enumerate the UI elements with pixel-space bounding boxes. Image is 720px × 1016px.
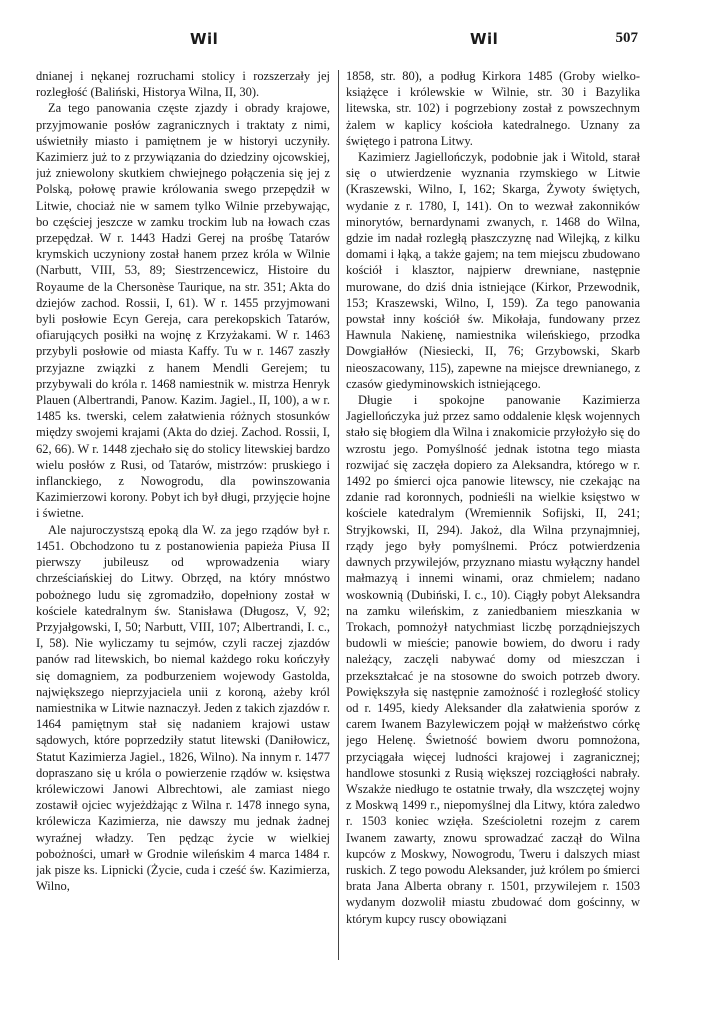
left-paragraph: Za tego panowania częste zjazdy i obrady krajowe, przyjmowanie posłów zagranicznych i traktaty z nimi, uświetniły miasto i pamiętnem je w historyi uczyniły. Kazimierz już to z przywiązania do dziedziny ojcowskiej, już zniewolony skutkiem chwiejnego połączenia się jej z Polską, połowę prawie królowania swego przepędził w Litwie, chociaż nie w samem tylko Wilnie przebywając, bo częściej jeszcze w zamku trockim lub na łowach czas przepędzał. W r. 1443 Hadzi Gerej na prośbę Tatarów krymskich uczyniony został hanem przez króla w Wilnie (Narbutt, VIII, 53, 89; Siestrzencewicz, Histoire du Royaume de la Chersonèse Taurique, na str. 351; Akta do dziejów zachod. Rossii, I, 61). W r. 1455 przyjmowani byli posłowie Ecyn Gereja, cara perekopskich Tatarów, ofiarujących posiłki na wojnę z Krzyżakami. W r. 1463 przybyli posłowie od miasta Kaffy. Tu w r. 1467 zaszły przyjazne związki z hanem Mendli Gerejem; tu przybywali do króla r. 1468 namiestnik w. mistrza Henryk Plauen (Albertrandi, Panow. Kazim. Jagiel., II, 100), a w r. 1485 ks. twerski, celem załatwienia różnych stosunków między swojemi krajami (Akta do dziej. Zachod. Rossii, I, 62, 66). W r. 1448 zjechało się do stolicy litewskiej bardzo wielu posłów z Rusi, od Tatarów, mistrzów: pruskiego i inflanckiego, z Nowogrodu, dla powinszowania Kazimierzowi korony. Pobyt ich był długi, przyjęcie hojne i świetne. (36, 101, 330, 521)
right-column (346, 68, 640, 978)
right-paragraph: 1858, str. 80), a podług Kirkora 1485 (Groby wielko-książęce i królewskie w Wilnie, str. 30 i Bazylika litewska, str. 102) i pogrzebiony został z powszechnym żalem w kaplicy kościoła katedralnego. Uznany za świętego i patrona Litwy. (346, 69, 640, 148)
left-paragraph: dnianej i nękanej rozruchami stolicy i rozszerzały jej rozległość (Baliński, Historya Wilna, II, 30). (36, 69, 330, 100)
right-paragraph: Kazimierz Jagiellończyk, podobnie jak i Witold, starał się o utwierdzenie wyznania rzymskiego w Litwie (Kraszewski, Wilno, I, 162; Skarga, Żywoty świętych, wydanie z r. 1780, I, 141). On to wezwał zakonników minorytów, bernardynami zwanych, r. 1468 do Wilna, gdzie im nadał rozległą płaszczyznę nad Wilejką, z kilku domami i łąką, a także gajem; na tem miejscu zbudowano kościół i klasztor, najpierw drewniane, następnie murowane, do dziś dnia istniejące (Kirkor, Przewodnik, 153; Kraszewski, Wilno, I, 159). Za tego panowania powstał inny kościół św. Mikołaja, fundowany przez Hawnula Nakienę, namiestnika wileńskiego, przodka Dowgiałłów (Niesiecki, II, 76; Grzybowski, Skarb nieoszacowany, 115), zapewne na miejsce drewnianego, z czasów giedyminowskich istniejącego. (346, 150, 640, 391)
running-header (0, 30, 720, 54)
left-column (36, 68, 330, 978)
right-paragraph: Długie i spokojne panowanie Kazimierza Jagiellończyka już przez samo oddalenie klęsk wojennych stało się błogiem dla Wilna i znakomicie przyłożyło się do wzrostu jego. Pomyślność jednak istotna tego miasta rozwijać się zaczęła dopiero za Aleksandra, którego w r. 1492 po śmierci ojca panowie litewscy, nie czekając na zdanie rad koronnych, podnieśli na wielkie księstwo w kościele katedralym (Wremiennik Sofijski, II, 241; Stryjkowski, II, 294). Jakoż, dla Wilna przynajmniej, rządy jego były pomyślnemi. Prócz potwierdzenia dawnych przywilejów, przyznano miastu wyłączny handel małmazyą i innemi winami, oraz chmielem; nadano woskownią (Dubiński, I. c., 10). Ciągły pobyt Aleksandra na zamku wileńskim, z zaniedbaniem mieszkania w Trokach, pomnożył natychmiast liczbę porządniejszych budowli w mieście; panowie bowiem, do dworu i rady należący, zaczęli nabywać domy od mieszczan i przekształcać je na stosowne do swoich potrzeb dwory. Powiększyła się następnie zamożność i rozległość stolicy od r. 1495, kiedy Aleksander dla załatwienia sporów z carem Iwanem Bazylewiczem pojął w małżeństwo córkę jego Helenę. Świetność bowiem dworu pomnożona, przyciągała więcej ludności krajowej i zagranicznej; handlowe stosunki z Rusią większej rozciągłości nabrały. Wszakże niedługo te ostatnie trwały, dla wszczętej wojny z Moskwą 1499 r., niepomyślnej dla Litwy, która zaledwo r. 1503 koniec wzięła. Sześcioletni rozejm z carem Iwanem zawarty, znowu sprowadzać zaczął do Wilna kupców z Moskwy, Nowogrodu, Tweru i dalszych miast ruskich. Z tego powodu Aleksander, już królem po śmierci brata Jana Alberta obrany r. 1501, przywilejem r. 1503 wydanym dozwolił miastu zbudować dom gościnny, w którym kupcy ruscy obowiązani (346, 393, 640, 926)
column-divider (338, 70, 339, 960)
left-paragraph: Ale najuroczystszą epoką dla W. za jego rządów był r. 1451. Obchodzono tu z postanowienia papieża Piusa II pierwszy jubileusz od wprowadzenia wiary chrześciańskiej do Litwy. Obrzęd, na który mnóstwo pobożnego ludu się zgromadziło, dopełniony został w kościele katedralnym św. Stanisława (Długosz, V, 92; Przyjałgowski, I, 50; Narbutt, VIII, 107; Albertrandi, I. c., I, 58). Nie wyliczamy tu sejmów, czyli raczej zjazdów panów rad litewskich, bo niemal każdego roku kończyły się domagniem, za podburzeniem wojewody Gastolda, największego nieprzyjaciela unii z koroną, ażeby król namiestnika w Litwie naznaczył. Jeden z takich zjazdów r. 1464 pamiętnym stał się nadaniem krajowi ustaw sądowych, które poprzedziły statut litewski (Daniłowicz, Statut Kazimierza Jagiel., 1826, Wilno). Na innym r. 1477 dopraszano się u króla o powierzenie rządów w. księstwa królewiczowi Janowi Albrechtowi, ale zamiast niego zostawił ojciec wyjeżdżając z Wilna r. 1478 innego syna, królewicza Kazimierza, nie dawszy mu jednak żadnej wyraźnej władzy. Ten pędząc życie w wielkiej pobożności, umarł w Grodnie wileńskim 4 marca 1484 r. jak pisze ks. Lipnicki (Życie, cuda i cześć św. Kazimierza, Wilno, (36, 522, 330, 894)
header-center-word: Wil (470, 30, 499, 48)
header-left-word: Wil (190, 30, 219, 48)
page-number: 507 (615, 30, 638, 46)
